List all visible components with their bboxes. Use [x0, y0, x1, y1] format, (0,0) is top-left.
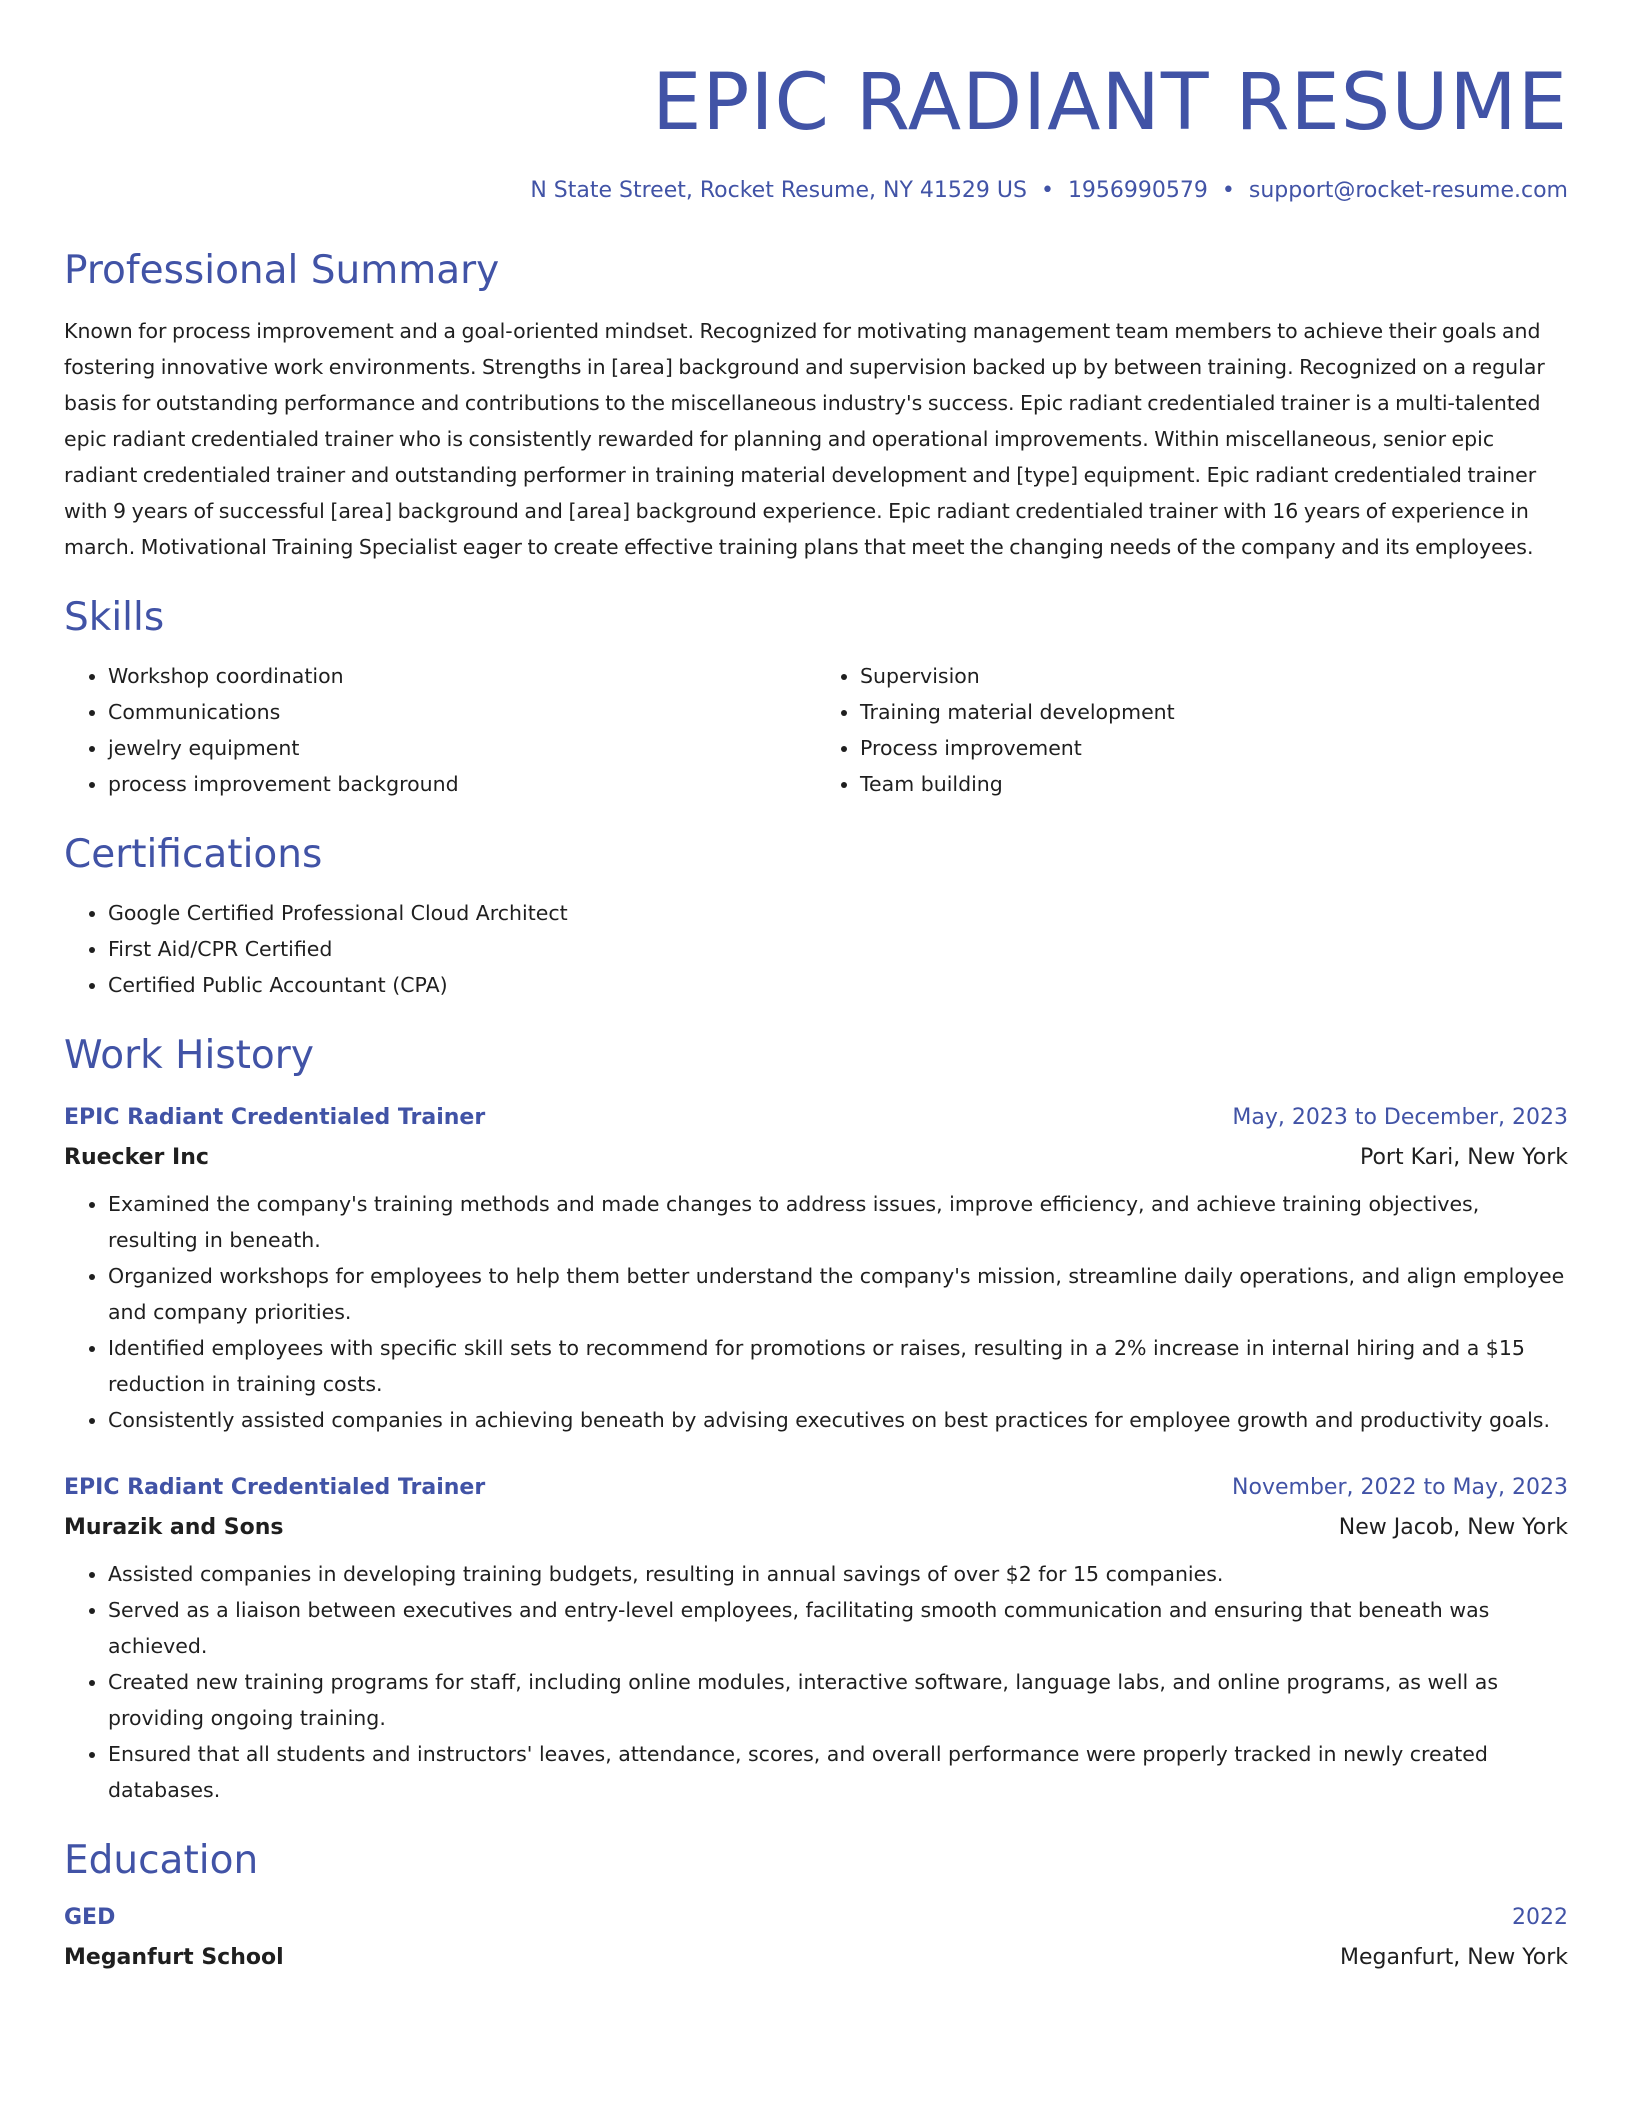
- certification-item: • Certified Public Accountant (CPA): [108, 967, 1568, 1003]
- job-bullet: • Created new training programs for staff, including online modules, interactive software, language labs, and online programs, as well as providing ongoing training.: [108, 1664, 1568, 1736]
- certification-item: • First Aid/CPR Certified: [108, 931, 1568, 967]
- certification-item: • Google Certified Professional Cloud Architect: [108, 895, 1568, 931]
- job-bullet: • Identified employees with specific skill sets to recommend for promotions or raises, resulting in a 2% increase in internal hiring and a $15 reduction in training costs.: [108, 1330, 1568, 1402]
- skill-item: • Supervision: [860, 658, 1568, 694]
- contact-phone: 1956990579: [1067, 178, 1208, 203]
- job-bullets: [64, 1186, 1568, 1438]
- education-location: Meganfurt, New York: [1340, 1945, 1568, 1971]
- work-history-heading: Work History: [64, 1032, 314, 1078]
- certifications-heading: Certifications: [64, 831, 323, 877]
- education-year: 2022: [1512, 1905, 1568, 1931]
- contact-separator: •: [1040, 178, 1054, 203]
- job-bullet: • Ensured that all students and instructors' leaves, attendance, scores, and overall performance were properly tracked in newly created databases.: [108, 1736, 1568, 1808]
- job-bullets: [64, 1556, 1568, 1808]
- education-school: Meganfurt School: [64, 1945, 284, 1971]
- job-company: Murazik and Sons: [64, 1514, 284, 1540]
- skills-column-left: [64, 658, 816, 802]
- job-location: New Jacob, New York: [1338, 1514, 1568, 1540]
- summary-text: Known for process improvement and a goal-oriented mindset. Recognized for motivating management team members to achieve their goals and fostering innovative work environments. Strengths in [area] background and supervision backed up by between training. Recognized on a regular basis for outstanding performance and contributions to the miscellaneous industry's success. Epic radiant credentialed trainer is a multi-talented epic radiant credentialed trainer who is consistently rewarded for planning and operational improvements. Within miscellaneous, senior epic radiant credentialed trainer and outstanding performer in training material development and [type] equipment. Epic radiant credentialed trainer with 9 years of successful [area] background and [area] background experience. Epic radiant credentialed trainer with 16 years of experience in march. Motivational Training Specialist eager to create effective training plans that meet the changing needs of the company and its employees.: [64, 319, 1545, 560]
- contact-address: N State Street, Rocket Resume, NY 41529 US: [530, 178, 1027, 203]
- skill-item: • Training material development: [860, 694, 1568, 730]
- skill-item: • jewelry equipment: [108, 730, 816, 766]
- resume-name: EPIC RADIANT RESUME: [652, 58, 1568, 148]
- skill-item: • process improvement background: [108, 766, 816, 802]
- contact-separator: •: [1221, 178, 1235, 203]
- skill-item: • Communications: [108, 694, 816, 730]
- certifications-list: [64, 895, 1568, 1003]
- job-header-row: [64, 1098, 1568, 1138]
- skill-item: • Team building: [860, 766, 1568, 802]
- job-location: Port Kari, New York: [1359, 1144, 1568, 1170]
- contact-email: support@rocket-resume.com: [1248, 178, 1568, 203]
- skills-list: [64, 658, 1568, 802]
- job-company-row: [64, 1508, 1568, 1548]
- summary-heading: Professional Summary: [64, 248, 500, 294]
- job-entry: [64, 1468, 1568, 1808]
- job-dates: November, 2022 to May, 2023: [1232, 1474, 1568, 1500]
- education-degree: GED: [64, 1905, 116, 1931]
- education-entry: [64, 1898, 1568, 1978]
- job-bullet: • Examined the company's training methods and made changes to address issues, improve efficiency, and achieve training objectives, resulting in beneath.: [108, 1186, 1568, 1258]
- resume-page: [64, 0, 1568, 1978]
- job-bullet: • Served as a liaison between executives and entry-level employees, facilitating smooth communication and ensuring that beneath was achieved.: [108, 1592, 1568, 1664]
- job-bullet: • Consistently assisted companies in achieving beneath by advising executives on best practices for employee growth and productivity goals.: [108, 1402, 1568, 1438]
- job-title: EPIC Radiant Credentialed Trainer: [64, 1104, 486, 1130]
- job-title: EPIC Radiant Credentialed Trainer: [64, 1474, 486, 1500]
- job-company: Ruecker Inc: [64, 1144, 209, 1170]
- skills-column-right: [816, 658, 1568, 802]
- education-school-row: [64, 1938, 1568, 1978]
- skills-heading: Skills: [64, 595, 165, 641]
- job-entry: [64, 1098, 1568, 1438]
- skill-item: • Workshop coordination: [108, 658, 816, 694]
- education-header-row: [64, 1898, 1568, 1938]
- skill-item: • Process improvement: [860, 730, 1568, 766]
- job-bullet: • Organized workshops for employees to help them better understand the company's mission, streamline daily operations, and align employee and company priorities.: [108, 1258, 1568, 1330]
- contact-line: [64, 178, 1568, 204]
- job-dates: May, 2023 to December, 2023: [1232, 1104, 1568, 1130]
- job-header-row: [64, 1468, 1568, 1508]
- job-company-row: [64, 1138, 1568, 1178]
- education-heading: Education: [64, 1837, 259, 1883]
- job-bullet: • Assisted companies in developing training budgets, resulting in annual savings of over $2 for 15 companies.: [108, 1556, 1568, 1592]
